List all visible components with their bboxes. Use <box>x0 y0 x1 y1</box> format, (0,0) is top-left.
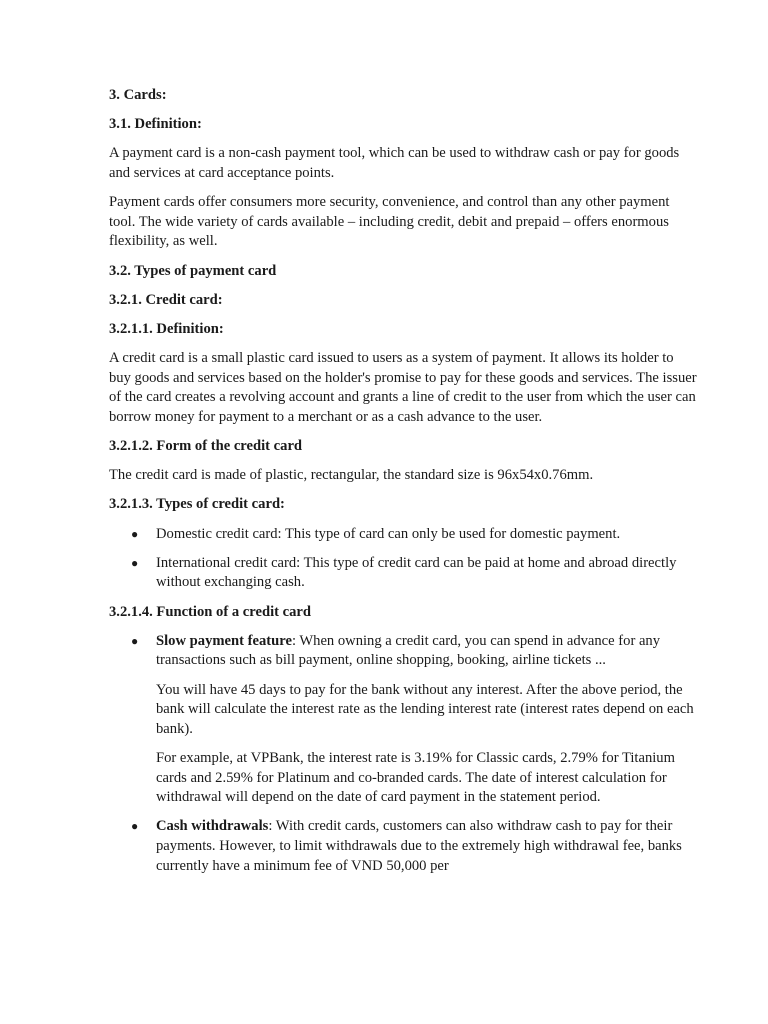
function-slow-payment <box>156 632 699 671</box>
document-page <box>109 86 699 886</box>
bullet-icon: ● <box>131 555 139 570</box>
heading-cards: 3. Cards: <box>109 87 167 103</box>
list-item <box>109 817 699 876</box>
bullet-icon: ● <box>131 633 139 648</box>
list-item <box>109 554 699 593</box>
list-item-text: International credit card: This type of credit card can be paid at home and abroad directly without exchanging cash. <box>156 554 677 591</box>
bullet-icon: ● <box>131 819 139 834</box>
heading-definition: 3.1. Definition: <box>109 116 202 133</box>
function-text: : With credit cards, customers can also withdraw cash to pay for their payments. However, to limit withdrawals due to the extremely high withdrawal fee, banks currently have a minimum fee of VND 50,000 per <box>156 818 682 874</box>
heading-form-of-credit-card: 3.2.1.2. Form of the credit card <box>109 438 303 455</box>
bullet-icon: ● <box>131 526 139 541</box>
heading-types-of-credit-card: 3.2.1.3. Types of credit card: <box>109 496 285 513</box>
credit-card-functions-list <box>109 632 699 876</box>
function-title: Cash withdrawals <box>156 818 269 835</box>
list-item <box>109 632 699 808</box>
heading-credit-card-definition: 3.2.1.1. Definition: <box>109 320 224 337</box>
paragraph-payment-card-benefits: Payment cards offer consumers more security, convenience, and control than any other payment tool. The wide variety of cards available – including credit, debit and prepaid – offers enormous flexibility, as well. <box>109 194 670 250</box>
list-item <box>109 525 699 545</box>
heading-credit-card: 3.2.1. Credit card: <box>109 291 223 308</box>
paragraph-credit-card-definition: A credit card is a small plastic card issued to users as a system of payment. It allows its holder to buy goods and services based on the holder's promise to pay for these goods and services. The issuer of the card creates a revolving account and grants a line of credit to the user from which the user can borrow money for payment to a merchant or as a cash advance to the user. <box>109 350 697 425</box>
paragraph-payment-card-definition: A payment card is a non-cash payment tool, which can be used to withdraw cash or pay for goods and services at card acceptance points. <box>109 145 680 181</box>
credit-card-types-list <box>109 525 699 593</box>
function-title: Slow payment feature <box>156 632 292 649</box>
paragraph-credit-card-form: The credit card is made of plastic, rectangular, the standard size is 96x54x0.76mm. <box>109 467 594 484</box>
list-item-text: Domestic credit card: This type of card can only be used for domestic payment. <box>156 525 621 542</box>
heading-function-of-credit-card: 3.2.1.4. Function of a credit card <box>109 603 311 620</box>
heading-types-of-payment-card: 3.2. Types of payment card <box>109 262 277 279</box>
function-text: : When owning a credit card, you can spend in advance for any transactions such as bill payment, online shopping, booking, airline tickets ... <box>156 632 661 669</box>
function-paragraph: For example, at VPBank, the interest rate is 3.19% for Classic cards, 2.79% for Titanium cards and 2.59% for Platinum and co-branded cards. The date of interest calculation for withdrawal will depend on the date of card payment in the statement period. <box>156 749 675 806</box>
function-cash-withdrawals <box>156 817 699 876</box>
function-paragraph: You will have 45 days to pay for the bank without any interest. After the above period, the bank will calculate the interest rate as the lending interest rate (interest rates depend on each bank). <box>156 681 694 737</box>
